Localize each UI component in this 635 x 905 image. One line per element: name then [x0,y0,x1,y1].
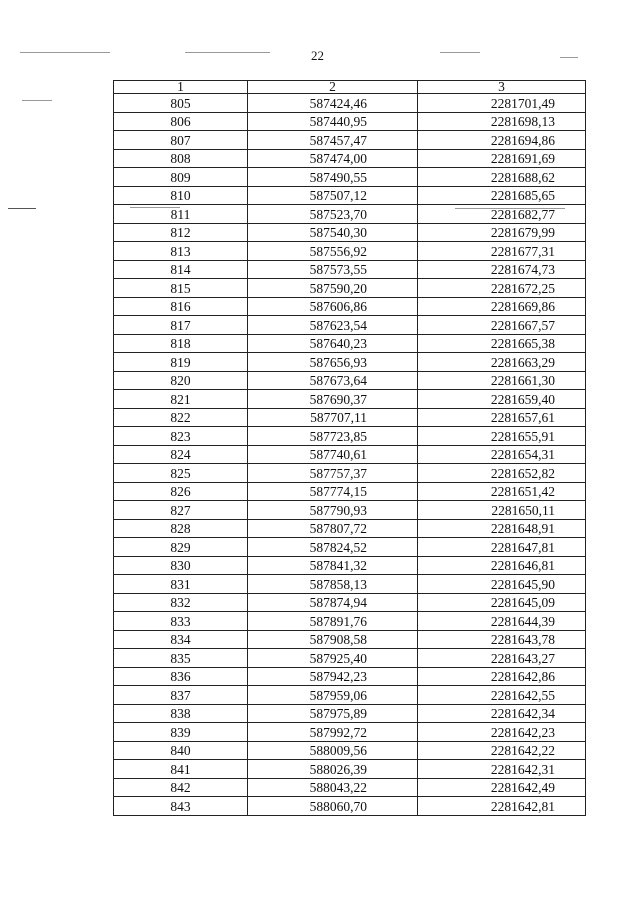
y-coordinate-cell: 2281688,62 [418,168,586,187]
table-row [114,464,586,483]
x-coordinate-cell: 587457,47 [248,131,418,150]
y-coordinate-cell: 2281677,31 [418,242,586,261]
table-row [114,649,586,668]
x-coordinate-cell: 587874,94 [248,593,418,612]
scan-speck [8,208,36,209]
point-number-cell: 813 [114,242,248,261]
point-number-cell: 809 [114,168,248,187]
point-number-cell: 819 [114,353,248,372]
point-number-cell: 808 [114,149,248,168]
point-number-cell: 841 [114,760,248,779]
point-number-cell: 820 [114,371,248,390]
point-number-cell: 835 [114,649,248,668]
x-coordinate-cell: 587690,37 [248,390,418,409]
y-coordinate-cell: 2281645,09 [418,593,586,612]
point-number-cell: 826 [114,482,248,501]
y-coordinate-cell: 2281672,25 [418,279,586,298]
x-coordinate-cell: 587440,95 [248,112,418,131]
point-number-cell: 825 [114,464,248,483]
point-number-cell: 806 [114,112,248,131]
table-row [114,482,586,501]
table-row [114,667,586,686]
x-coordinate-cell: 587623,54 [248,316,418,335]
x-coordinate-cell: 588026,39 [248,760,418,779]
table-row [114,371,586,390]
point-number-cell: 829 [114,538,248,557]
point-number-cell: 807 [114,131,248,150]
table-row [114,242,586,261]
y-coordinate-cell: 2281647,81 [418,538,586,557]
y-coordinate-cell: 2281698,13 [418,112,586,131]
x-coordinate-cell: 587656,93 [248,353,418,372]
point-number-cell: 827 [114,501,248,520]
table-row [114,538,586,557]
point-number-cell: 837 [114,686,248,705]
point-number-cell: 828 [114,519,248,538]
y-coordinate-cell: 2281655,91 [418,427,586,446]
x-coordinate-cell: 588043,22 [248,778,418,797]
point-number-cell: 832 [114,593,248,612]
x-coordinate-cell: 587673,64 [248,371,418,390]
x-coordinate-cell: 587490,55 [248,168,418,187]
table-row [114,723,586,742]
point-number-cell: 834 [114,630,248,649]
point-number-cell: 805 [114,94,248,113]
x-coordinate-cell: 587474,00 [248,149,418,168]
table-row [114,131,586,150]
point-number-cell: 839 [114,723,248,742]
point-number-cell: 823 [114,427,248,446]
table-row [114,778,586,797]
table-row [114,316,586,335]
point-number-cell: 818 [114,334,248,353]
y-coordinate-cell: 2281665,38 [418,334,586,353]
y-coordinate-cell: 2281645,90 [418,575,586,594]
point-number-cell: 814 [114,260,248,279]
table-row [114,205,586,224]
table-body [114,94,586,816]
table-row [114,501,586,520]
y-coordinate-cell: 2281642,22 [418,741,586,760]
point-number-cell: 831 [114,575,248,594]
table-row [114,94,586,113]
table-row [114,797,586,816]
point-number-cell: 843 [114,797,248,816]
point-number-cell: 836 [114,667,248,686]
x-coordinate-cell: 587975,89 [248,704,418,723]
point-number-cell: 838 [114,704,248,723]
y-coordinate-cell: 2281663,29 [418,353,586,372]
point-number-cell: 815 [114,279,248,298]
table-row [114,575,586,594]
table-row [114,149,586,168]
x-coordinate-cell: 587606,86 [248,297,418,316]
x-coordinate-cell: 587707,11 [248,408,418,427]
x-coordinate-cell: 587723,85 [248,427,418,446]
x-coordinate-cell: 587959,06 [248,686,418,705]
point-number-cell: 824 [114,445,248,464]
y-coordinate-cell: 2281657,61 [418,408,586,427]
coordinates-table [113,80,586,816]
y-coordinate-cell: 2281642,49 [418,778,586,797]
table-row [114,408,586,427]
x-coordinate-cell: 587790,93 [248,501,418,520]
x-coordinate-cell: 587740,61 [248,445,418,464]
table-row [114,556,586,575]
table-row [114,704,586,723]
x-coordinate-cell: 587908,58 [248,630,418,649]
x-coordinate-cell: 587540,30 [248,223,418,242]
table-row [114,186,586,205]
point-number-cell: 822 [114,408,248,427]
table-row [114,612,586,631]
y-coordinate-cell: 2281642,55 [418,686,586,705]
scan-speck [22,100,52,101]
table-row [114,112,586,131]
table-row [114,260,586,279]
x-coordinate-cell: 587424,46 [248,94,418,113]
y-coordinate-cell: 2281667,57 [418,316,586,335]
x-coordinate-cell: 588060,70 [248,797,418,816]
x-coordinate-cell: 587925,40 [248,649,418,668]
point-number-cell: 842 [114,778,248,797]
y-coordinate-cell: 2281642,86 [418,667,586,686]
point-number-cell: 821 [114,390,248,409]
y-coordinate-cell: 2281682,77 [418,205,586,224]
table-row [114,593,586,612]
y-coordinate-cell: 2281694,86 [418,131,586,150]
y-coordinate-cell: 2281650,11 [418,501,586,520]
y-coordinate-cell: 2281661,30 [418,371,586,390]
point-number-cell: 830 [114,556,248,575]
x-coordinate-cell: 587807,72 [248,519,418,538]
x-coordinate-cell: 587590,20 [248,279,418,298]
table-row [114,223,586,242]
point-number-cell: 812 [114,223,248,242]
y-coordinate-cell: 2281659,40 [418,390,586,409]
x-coordinate-cell: 587824,52 [248,538,418,557]
y-coordinate-cell: 2281648,91 [418,519,586,538]
table-row [114,760,586,779]
x-coordinate-cell: 588009,56 [248,741,418,760]
y-coordinate-cell: 2281651,42 [418,482,586,501]
x-coordinate-cell: 587507,12 [248,186,418,205]
header-row [114,81,586,94]
table-header [114,81,586,94]
table-row [114,445,586,464]
table-row [114,168,586,187]
y-coordinate-cell: 2281642,81 [418,797,586,816]
table-row [114,686,586,705]
y-coordinate-cell: 2281644,39 [418,612,586,631]
x-coordinate-cell: 587757,37 [248,464,418,483]
table-row [114,519,586,538]
y-coordinate-cell: 2281643,27 [418,649,586,668]
table-row [114,630,586,649]
y-coordinate-cell: 2281701,49 [418,94,586,113]
y-coordinate-cell: 2281691,69 [418,149,586,168]
y-coordinate-cell: 2281674,73 [418,260,586,279]
column-header-3: 3 [418,81,586,94]
x-coordinate-cell: 587992,72 [248,723,418,742]
x-coordinate-cell: 587640,23 [248,334,418,353]
x-coordinate-cell: 587841,32 [248,556,418,575]
table-row [114,353,586,372]
table-row [114,741,586,760]
y-coordinate-cell: 2281685,65 [418,186,586,205]
y-coordinate-cell: 2281646,81 [418,556,586,575]
x-coordinate-cell: 587556,92 [248,242,418,261]
point-number-cell: 840 [114,741,248,760]
table-row [114,390,586,409]
y-coordinate-cell: 2281652,82 [418,464,586,483]
point-number-cell: 816 [114,297,248,316]
point-number-cell: 833 [114,612,248,631]
point-number-cell: 810 [114,186,248,205]
y-coordinate-cell: 2281642,23 [418,723,586,742]
x-coordinate-cell: 587942,23 [248,667,418,686]
y-coordinate-cell: 2281679,99 [418,223,586,242]
column-header-1: 1 [114,81,248,94]
y-coordinate-cell: 2281669,86 [418,297,586,316]
y-coordinate-cell: 2281654,31 [418,445,586,464]
point-number-cell: 811 [114,205,248,224]
table-row [114,334,586,353]
table-row [114,427,586,446]
x-coordinate-cell: 587858,13 [248,575,418,594]
x-coordinate-cell: 587573,55 [248,260,418,279]
x-coordinate-cell: 587774,15 [248,482,418,501]
y-coordinate-cell: 2281642,31 [418,760,586,779]
y-coordinate-cell: 2281642,34 [418,704,586,723]
table-row [114,297,586,316]
column-header-2: 2 [248,81,418,94]
point-number-cell: 817 [114,316,248,335]
x-coordinate-cell: 587891,76 [248,612,418,631]
table-row [114,279,586,298]
x-coordinate-cell: 587523,70 [248,205,418,224]
y-coordinate-cell: 2281643,78 [418,630,586,649]
page-number: 22 [311,48,324,63]
